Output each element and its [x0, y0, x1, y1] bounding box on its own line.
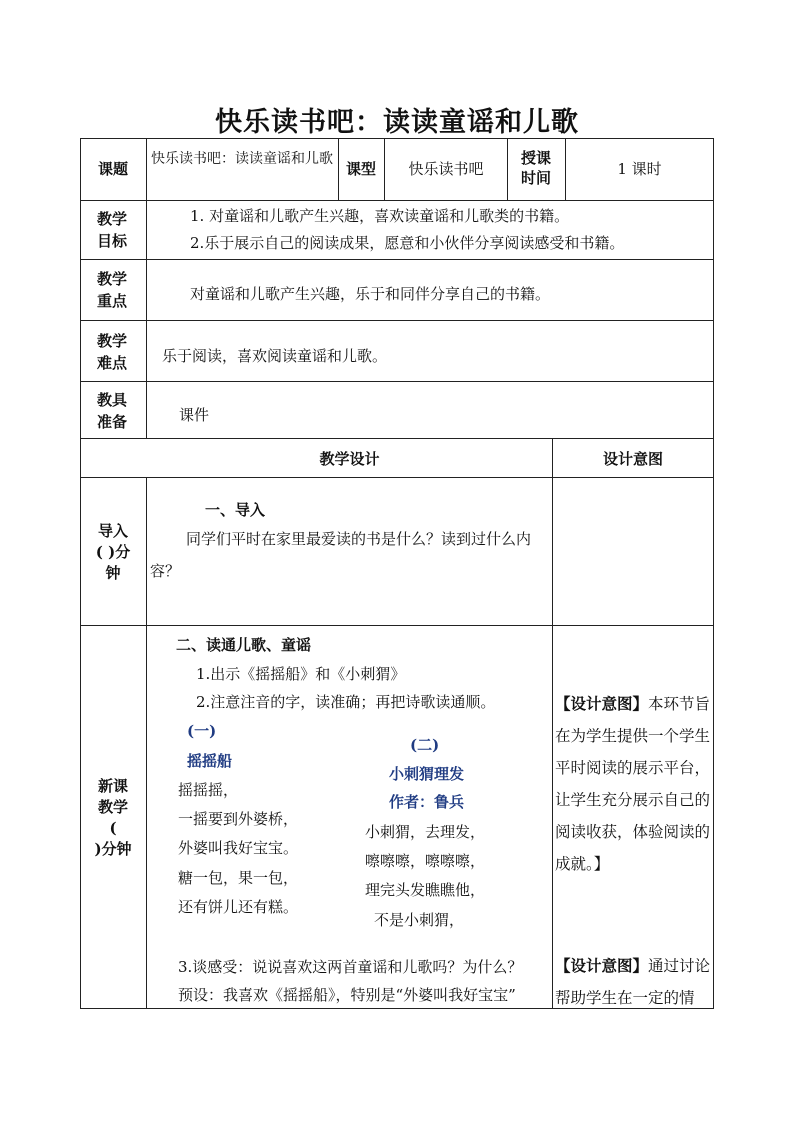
poem2-line: 小刺猬，去理发， — [365, 823, 486, 841]
poem2-line: 理完头发瞧瞧他， — [365, 881, 486, 899]
poem1-line: 一摇要到外婆桥， — [178, 810, 299, 828]
table-rule — [146, 138, 147, 438]
topic-label: 课题 — [97, 160, 128, 178]
intro-label-minutes: ( )分 — [95, 543, 131, 561]
intent-column-header: 设计意图 — [602, 450, 663, 468]
table-border-bottom — [80, 1008, 714, 1009]
newlesson-label: ( — [109, 819, 117, 837]
table-border-top — [80, 138, 714, 139]
table-rule — [146, 477, 147, 1009]
poem1-number: (一) — [187, 722, 217, 740]
step-3: 3.谈感受：说说喜欢这两首童谣和儿歌吗？为什么？ — [178, 958, 523, 976]
table-border-right — [713, 138, 714, 1009]
design-column-header: 教学设计 — [319, 450, 380, 468]
intro-label: 导入 — [97, 522, 128, 540]
prep-label: 教具准备 — [96, 391, 127, 431]
step-1: 1.出示《摇摇船》和《小刺猬》 — [196, 665, 406, 683]
intent-note-text: 本环节旨在为学生提供一个学生平时阅读的展示平台，让学生充分展示自己的阅读收获，体验阅读的成就。】 — [555, 695, 711, 873]
newlesson-label: )分钟 — [94, 840, 132, 858]
preset-text: 预设：我喜欢《摇摇船》，特别是“外婆叫我好宝宝” — [178, 986, 516, 1004]
intent-note — [555, 688, 712, 880]
table-rule — [80, 200, 714, 201]
newlesson-label: 新课 — [97, 777, 128, 795]
difficult-value: 乐于阅读，喜欢阅读童谣和儿歌。 — [162, 347, 388, 365]
intent-note-title: 【设计意图】 — [555, 694, 649, 713]
difficult-label: 教学难点 — [96, 332, 127, 372]
table-rule — [80, 381, 714, 382]
poem2-line: 嚓嚓嚓，嚓嚓嚓， — [365, 852, 486, 870]
poem1-title: 摇摇船 — [187, 752, 233, 770]
key-value: 对童谣和儿歌产生兴趣，乐于和同伴分享自己的书籍。 — [190, 285, 551, 303]
prep-value: 课件 — [179, 406, 210, 424]
table-rule — [80, 625, 714, 626]
intro-text: 同学们平时在家里最爱读的书是什么？读到过什么内容？ — [150, 530, 532, 580]
goal-item: 2.乐于展示自己的阅读成果，愿意和小伙伴分享阅读感受和书籍。 — [190, 234, 625, 252]
topic-value: 快乐读书吧：读读童谣和儿歌 — [151, 151, 333, 167]
table-rule — [80, 259, 714, 260]
newlesson-label: 教学 — [97, 798, 128, 816]
intent-note — [555, 950, 712, 1008]
time-value: 1 课时 — [617, 160, 662, 178]
time-label: 授课时间 — [520, 149, 551, 187]
intro-label-unit: 钟 — [105, 564, 121, 582]
poem2-number: (二) — [410, 736, 440, 754]
newlesson-heading: 二、读通儿歌、童谣 — [176, 636, 312, 654]
intro-heading: 一、导入 — [205, 501, 266, 519]
table-rule — [80, 438, 714, 439]
poem2-author: 作者：鲁兵 — [389, 793, 465, 811]
poem2-title: 小刺猬理发 — [389, 765, 465, 783]
poem1-line: 摇摇摇， — [178, 781, 239, 799]
goals-label: 教学目标 — [96, 210, 127, 250]
page-title: 快乐读书吧：读读童谣和儿歌 — [215, 107, 579, 138]
type-value: 快乐读书吧 — [408, 160, 484, 178]
table-rule — [507, 138, 508, 200]
intent-note-text: 通过讨论帮助学生在一定的情 — [555, 957, 711, 1007]
poem2-line: 不是小刺猬， — [374, 911, 465, 929]
goal-item: 1. 对童谣和儿歌产生兴趣，喜欢读童谣和儿歌类的书籍。 — [190, 207, 570, 225]
poem1-line: 还有饼儿还有糕。 — [178, 898, 299, 916]
table-rule — [552, 438, 553, 1009]
step-2: 2.注意注音的字，读准确；再把诗歌读通顺。 — [196, 693, 496, 711]
intent-note-title: 【设计意图】 — [555, 956, 649, 975]
key-label: 教学重点 — [96, 270, 127, 310]
table-rule — [80, 320, 714, 321]
poem1-line: 外婆叫我好宝宝。 — [178, 839, 299, 857]
poem1-line: 糖一包，果一包， — [178, 869, 299, 887]
table-rule — [80, 477, 714, 478]
type-label: 课型 — [345, 160, 376, 178]
